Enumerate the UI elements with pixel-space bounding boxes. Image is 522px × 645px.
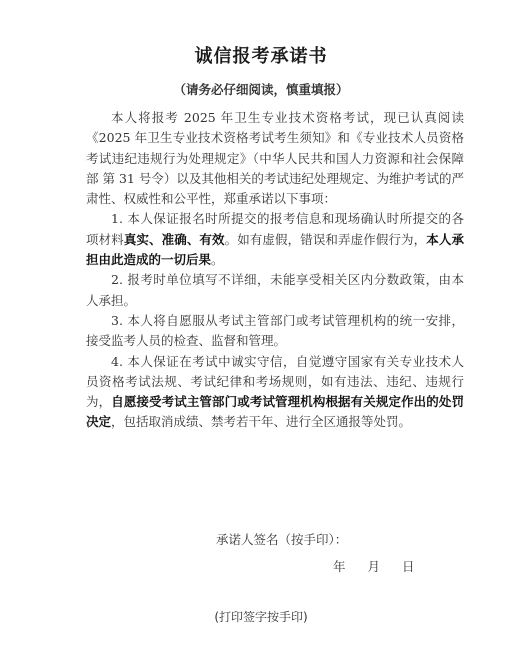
item-1-text-end: 。 [211, 252, 224, 268]
signature-label: 承诺人签名（按手印）： [216, 532, 348, 547]
item-4-text-end: ，包括取消成绩、禁考若干年、进行全区通报等处罚。 [111, 414, 412, 430]
item-1-text-middle: 。如有虚假，错误和弄虚作假行为， [224, 231, 427, 247]
commitment-item-1 [86, 209, 464, 270]
commitment-item-4 [86, 352, 464, 433]
item-4-text-start: 4. 本人保证在考试中诚实守信，自觉遵守国家有关专业技术人员资格考试法规、考试纪律和考场规则，如有违法、违纪、违规行为， [86, 353, 464, 410]
item-1-emphasis-authentic: 真实、准确、有效 [123, 231, 225, 247]
commitment-item-2: 2. 报考时单位填写不详细，未能享受相关区内分数政策，由本人承担。 [86, 272, 464, 308]
item-1-text-start: 1. 本人保证报名时所提交的报考信息和现场确认时所提交的各项材料 [86, 211, 464, 247]
item-4-emphasis-penalty: 自愿接受考试主管部门或考试管理机构根据有关规定作出的处罚决定 [86, 394, 464, 430]
print-sign-note: (打印签字按手印) [214, 610, 308, 624]
document-subtitle: （请务必仔细阅读，慎重填报） [173, 82, 349, 97]
intro-paragraph: 本人将报考 2025 年卫生专业技术资格考试，现已认真阅读《2025 年卫生专业技术资格考试考生须知》和《专业技术人员资格考试违纪违规行为处理规定》（中华人民共和国人力资源和社会保障部 第 31 号令）以及其他相关的考试违纪处理规定、为维护考试的严肃性、权威性和公平性，郑重承诺以下事项： [86, 110, 464, 207]
document-body [86, 108, 464, 433]
date-label: 年 月 日 [333, 559, 415, 574]
commitment-item-3: 3. 本人将自愿服从考试主管部门或考试管理机构的统一安排，接受监考人员的检查、监督和管理。 [86, 312, 464, 349]
document-title: 诚信报考承诺书 [194, 46, 328, 67]
item-1-emphasis-consequence: 本人承担由此造成的一切后果 [86, 231, 464, 268]
